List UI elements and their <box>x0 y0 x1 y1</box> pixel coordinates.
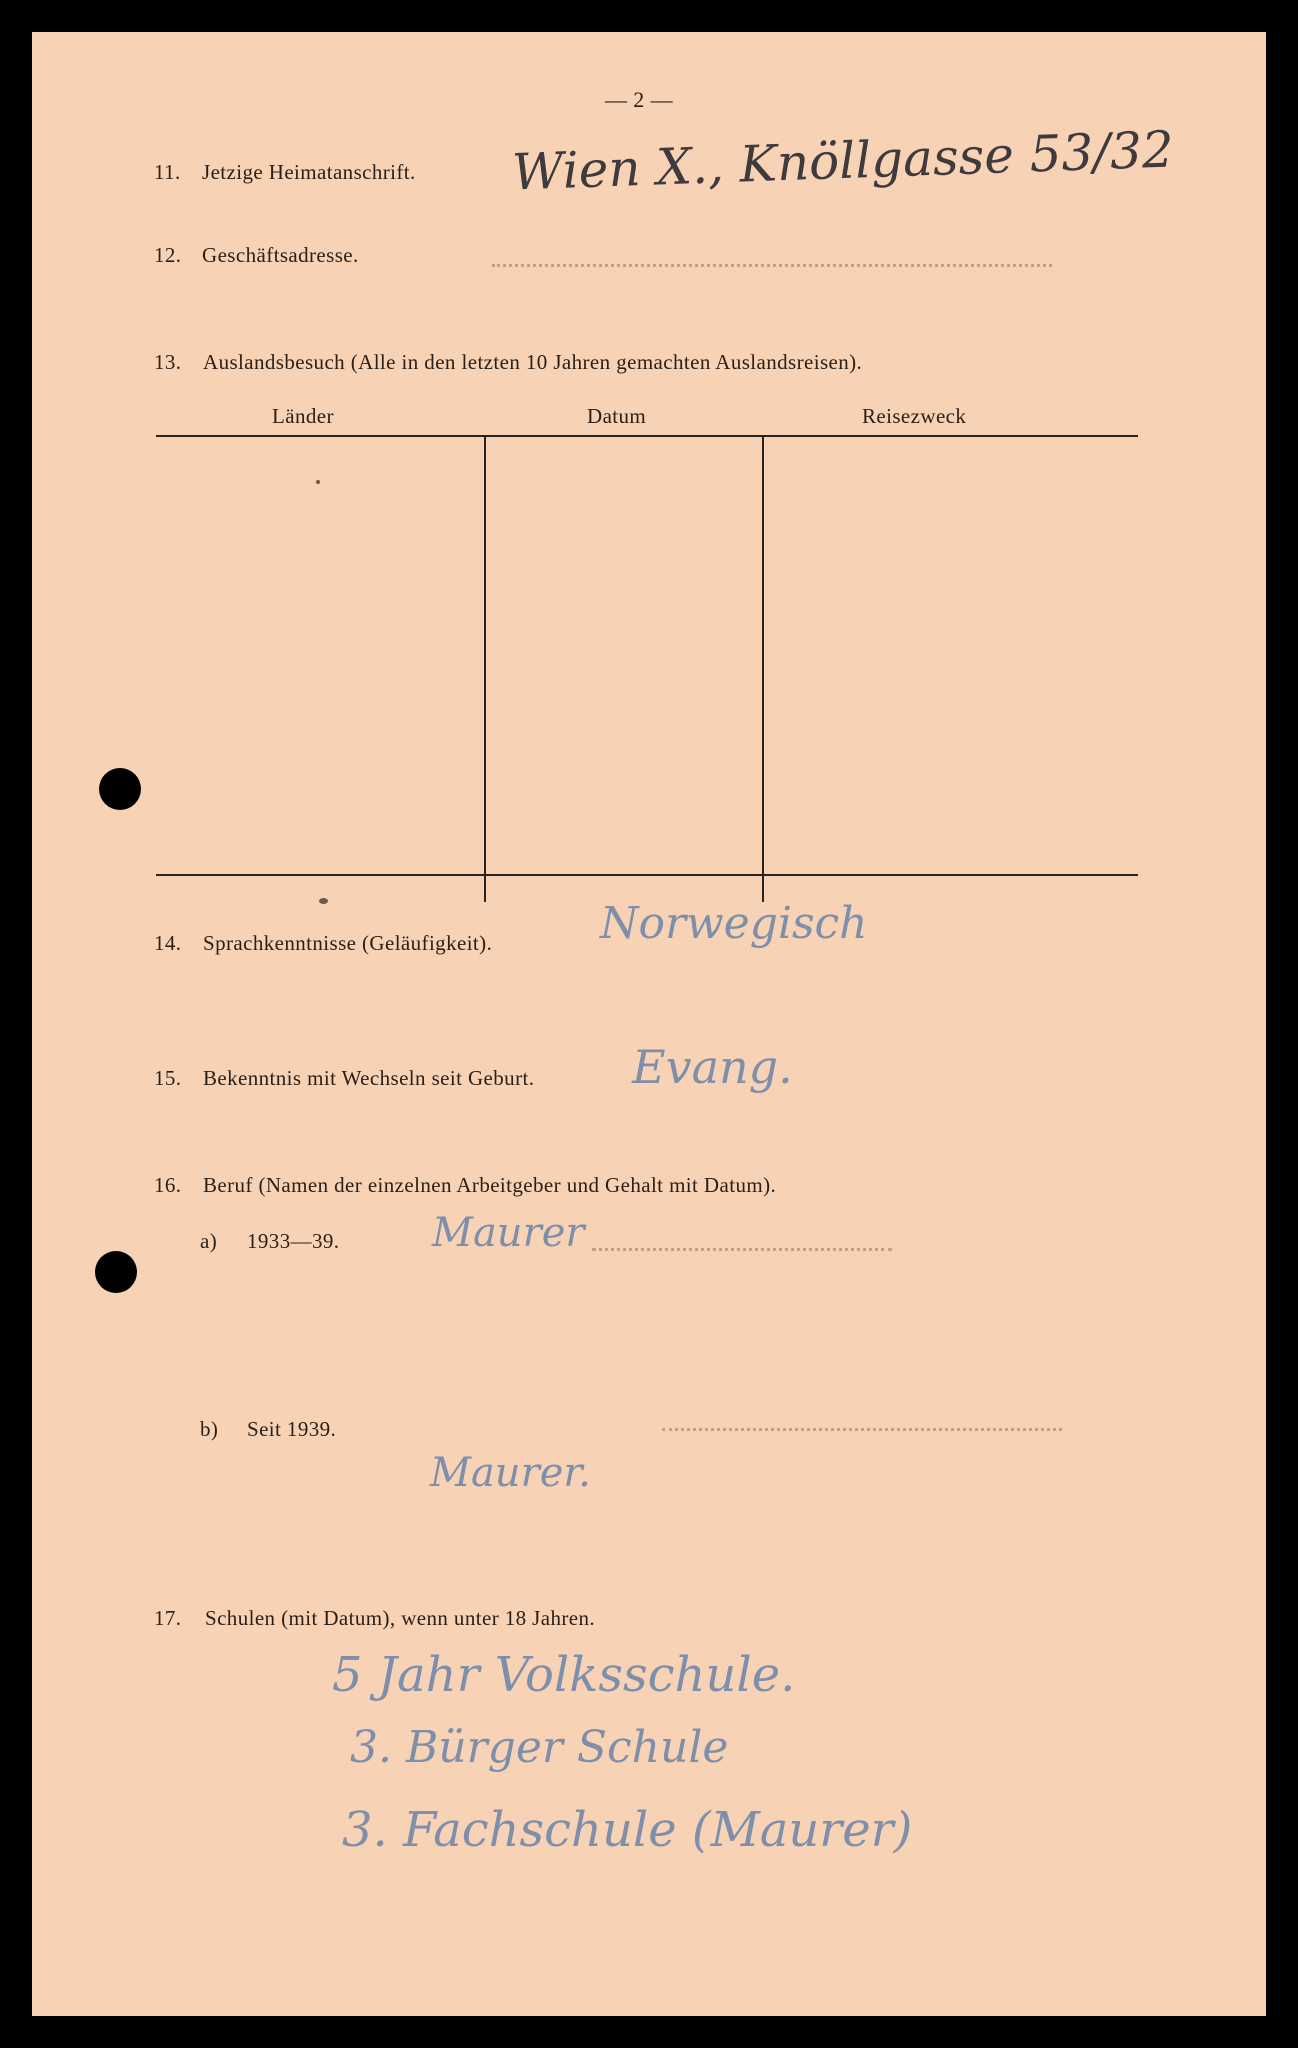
punch-hole-lower <box>95 1251 137 1293</box>
item-12-dotted-line <box>492 264 1052 267</box>
item-16b-dotted-line <box>662 1428 1062 1431</box>
item-16b-marker: b) <box>200 1417 219 1441</box>
item-16b-label: Seit 1939. <box>247 1417 337 1441</box>
item-12-number: 12. <box>154 243 182 267</box>
item-11-label: Jetzige Heimatanschrift. <box>202 160 416 184</box>
table-column-divider-2 <box>762 437 764 902</box>
item-14-label: Sprachkenntnisse (Geläufigkeit). <box>203 931 493 955</box>
item-17-number: 17. <box>154 1606 182 1630</box>
table-header-laender: Länder <box>272 404 334 428</box>
item-16a-dotted-line <box>592 1248 892 1251</box>
table-bottom-rule <box>156 874 1138 876</box>
item-13-label: Auslandsbesuch (Alle in den letzten 10 Jahren gemachten Auslandsreisen). <box>203 350 863 374</box>
item-16-label: Beruf (Namen der einzelnen Arbeitgeber und Gehalt mit Datum). <box>203 1173 777 1197</box>
item-11-number: 11. <box>154 160 181 184</box>
table-column-divider-1 <box>484 437 486 902</box>
item-15-label: Bekenntnis mit Wechseln seit Geburt. <box>203 1066 535 1090</box>
item-16-number: 16. <box>154 1173 182 1197</box>
item-13-number: 13. <box>154 350 182 374</box>
item-11-handwritten-answer: Wien X., Knöllgasse 53/32 <box>511 120 1175 202</box>
table-header-reisezweck: Reisezweck <box>862 404 967 428</box>
item-16a-handwritten-answer: Maurer <box>432 1210 585 1256</box>
item-15-handwritten-answer: Evang. <box>632 1040 793 1094</box>
item-14-handwritten-answer: Norwegisch <box>600 898 868 949</box>
item-16a-label: 1933—39. <box>247 1229 340 1253</box>
item-14-number: 14. <box>154 931 182 955</box>
punch-hole-upper <box>99 768 141 810</box>
item-15-number: 15. <box>154 1066 182 1090</box>
item-17-label: Schulen (mit Datum), wenn unter 18 Jahren. <box>205 1606 596 1630</box>
item-12-label: Geschäftsadresse. <box>202 243 359 267</box>
paper-speck <box>319 898 328 904</box>
document-page <box>32 32 1266 2016</box>
item-17-handwritten-line-3: 3. Fachschule (Maurer) <box>342 1802 913 1858</box>
item-16b-handwritten-answer: Maurer. <box>430 1450 591 1496</box>
item-17-handwritten-line-1: 5 Jahr Volksschule. <box>332 1647 796 1703</box>
item-17-handwritten-line-2: 3. Bürger Schule <box>350 1722 729 1773</box>
page-number: — 2 — <box>605 87 673 112</box>
table-header-datum: Datum <box>587 404 647 428</box>
item-16a-marker: a) <box>200 1229 218 1253</box>
table-top-rule <box>156 435 1138 437</box>
paper-speck <box>316 480 320 484</box>
